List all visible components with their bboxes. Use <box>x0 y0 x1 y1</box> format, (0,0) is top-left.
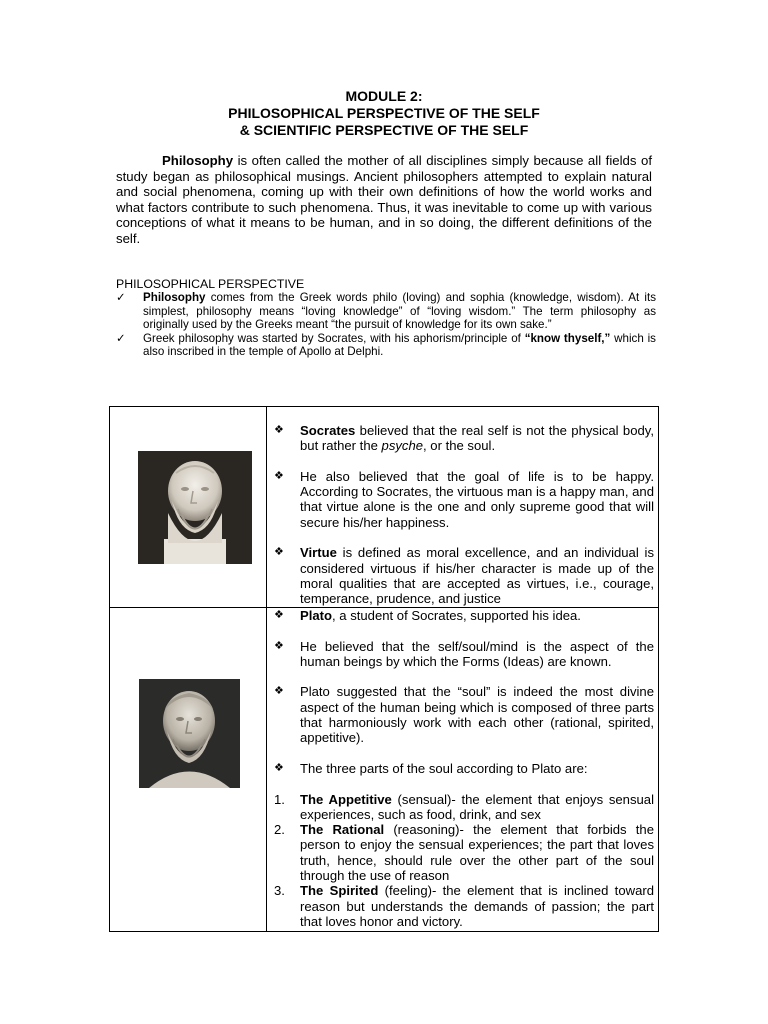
list-item <box>274 761 654 776</box>
plato-cell <box>274 608 654 929</box>
plato-bust-image <box>139 679 240 788</box>
item-bold: The Appetitive <box>300 791 392 807</box>
item-bold: Socrates <box>300 423 356 438</box>
intro-bold-term: Philosophy <box>162 153 234 168</box>
list-item <box>274 469 654 530</box>
item-bold: The Rational <box>300 822 385 838</box>
module-number: MODULE 2: <box>345 88 423 104</box>
item-bold: Philosophy <box>143 291 206 304</box>
item-bold: The Spirited <box>300 883 379 899</box>
list-item <box>274 608 654 623</box>
intro-paragraph <box>116 153 652 246</box>
item-text: (sensual)- the element that enjoys sensual experiences, such as food, drink, and sex <box>300 791 654 822</box>
item-bold: Virtue <box>300 545 337 561</box>
item-text: believed that the real self is not the physical body, but rather the <box>300 423 654 454</box>
checkmark-icon: ✓ <box>116 291 126 304</box>
item-text: which is also inscribed in the temple of Apollo at Delphi. <box>143 331 656 359</box>
item-text: comes from the Greek words philo (loving) and sophia (knowledge, wisdom). At its simplest, philosophy means “loving knowledge” of “loving wisdom.” The term philosophy as originally used by the Greeks meant “the pursuit of knowledge for its own sake.” <box>143 291 656 332</box>
diamond-bullet-icon: ❖ <box>274 546 284 559</box>
item-text: (feeling)- the element that is inclined toward reason but understands the demands of passion; the part that loves honor and victory. <box>300 883 654 929</box>
socrates-bust-image <box>138 451 252 564</box>
section-heading: PHILOSOPHICAL PERSPECTIVE <box>116 277 305 291</box>
diamond-bullet-icon: ❖ <box>274 424 284 436</box>
numbered-item <box>274 822 654 883</box>
module-title: PHILOSOPHICAL PERSPECTIVE OF THE SELF <box>228 105 540 121</box>
item-text: , or the soul. <box>423 438 496 454</box>
diamond-bullet-icon: ❖ <box>274 639 284 652</box>
item-text: , a student of Socrates, supported his idea. <box>332 608 581 623</box>
item-text: is defined as moral excellence, and an individual is considered virtuous if his/her character is made up of the moral qualities that are accepted as virtues, i.e., courage, temperance, prudence, and justice <box>300 545 654 607</box>
diamond-bullet-icon: ❖ <box>274 761 284 774</box>
list-item <box>274 639 654 670</box>
numbered-item <box>274 792 654 823</box>
item-number: 3. <box>274 883 285 899</box>
item-text: He also believed that the goal of life is to be happy. According to Socrates, the virtuous man is a happy man, and that virtue alone is the one and only supreme good that will secure his/her happiness. <box>300 468 654 530</box>
item-bold: “know thyself,” <box>524 331 611 345</box>
diamond-bullet-icon: ❖ <box>274 469 284 482</box>
item-bold: Plato <box>300 608 333 623</box>
diamond-bullet-icon: ❖ <box>274 609 284 621</box>
item-text: (reasoning)- the element that forbids the person to enjoy the sensual experiences; the part that loves truth, hence, should rule over the other part of the soul through the use of reason <box>300 822 654 884</box>
philosophers-table <box>109 406 659 932</box>
item-italic: psyche <box>381 438 424 454</box>
diamond-bullet-icon: ❖ <box>274 685 284 698</box>
check-list-item <box>116 291 656 332</box>
intro-text: is often called the mother of all disciplines simply because all fields of study began as philosophical musings. Ancient philosophers attempted to explain natural and social phenomena, coming up with their own definitions of how the world works and what factors contribute to such phenomena. Thus, it was inevitable to come up with various conceptions of what it means to be human, and in so doing, the different definitions of the self. <box>116 153 652 246</box>
item-number: 2. <box>274 822 285 838</box>
check-list-item <box>116 332 656 359</box>
socrates-cell <box>274 423 654 622</box>
item-text: Greek philosophy was started by Socrates, with his aphorism/principle of <box>143 331 525 345</box>
list-item <box>274 684 654 745</box>
item-text: The three parts of the soul according to Plato are: <box>300 760 588 776</box>
item-text: Plato suggested that the “soul” is indeed the most divine aspect of the human being which is composed of three parts that harmoniously work with each other (rational, spirited, appetitive). <box>300 684 654 746</box>
item-number: 1. <box>274 791 285 807</box>
table-column-divider <box>266 407 267 931</box>
checkmark-icon: ✓ <box>116 331 126 345</box>
list-item <box>274 423 654 454</box>
module-subtitle: & SCIENTIFIC PERSPECTIVE OF THE SELF <box>239 122 529 138</box>
check-list <box>116 291 656 359</box>
list-item <box>274 545 654 606</box>
item-text: He believed that the self/soul/mind is the aspect of the human beings by which the Forms (Ideas) are known. <box>300 638 654 669</box>
numbered-item <box>274 883 654 929</box>
